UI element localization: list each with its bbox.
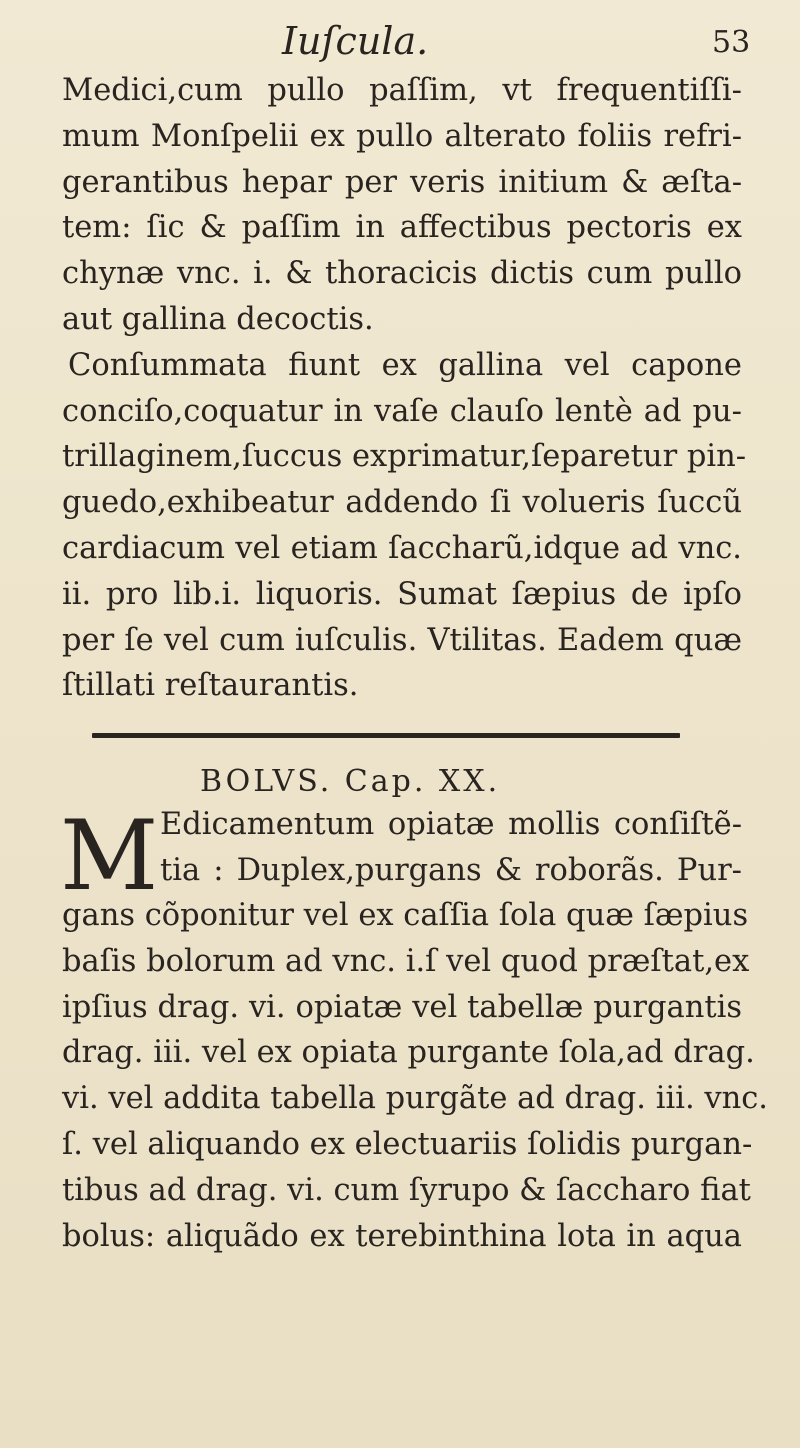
text-block-iuscula [62, 68, 747, 709]
text-line: ii. pro lib.i. liquoris. Sumat ſæpius de ipſo [62, 576, 742, 612]
text-line: Conſummata fiunt ex gallina vel capone [68, 347, 742, 383]
text-line: vi. vel addita tabella purgãte ad drag. iii. vnc. [62, 1081, 768, 1117]
text-line: bolus: aliquãdo ex terebinthina lota in aqua [62, 1218, 742, 1254]
text-line: baſis bolorum ad vnc. i.ſ vel quod præſtat,ex [62, 943, 750, 979]
text-line: Edicamentum opiatæ mollis conſiſtẽ- [160, 807, 742, 842]
text-line: per ſe vel cum iuſculis. Vtilitas. Eadem quæ [62, 622, 742, 658]
text-block-bolus [62, 893, 768, 1259]
text-line: ſtillati reſtaurantis. [62, 668, 359, 704]
drop-cap-text [160, 802, 742, 894]
text-line: tem: ſic & paſſim in affectibus pectoris ex [62, 210, 742, 246]
text-line: trillaginem,ſuccus exprimatur,ſeparetur pin- [62, 439, 747, 475]
text-line: chynæ vnc. i. & thoracicis dictis cum pullo [62, 256, 742, 292]
text-line: ſ. vel aliquando ex electuariis ſolidis purgan- [62, 1126, 753, 1162]
text-line: mum Monſpelii ex pullo alterato foliis refri- [62, 118, 742, 154]
running-title: Iuſcula. [282, 19, 429, 63]
section-divider [92, 733, 680, 738]
chapter-heading: BOLVS. Cap. XX. [200, 764, 501, 799]
text-line: conciſo,coquatur in vaſe clauſo lentè ad pu- [62, 393, 742, 429]
text-line: ipſius drag. vi. opiatæ vel tabellæ purgantis [62, 989, 742, 1025]
text-line: Medici,cum pullo paſſim, vt frequentiſſi- [62, 73, 742, 108]
running-head [0, 16, 800, 66]
text-line: drag. iii. vel ex opiata purgante ſola,ad drag. [62, 1035, 755, 1071]
drop-cap: M [60, 800, 159, 912]
text-line: aut gallina decoctis. [62, 301, 374, 337]
text-line: tibus ad drag. vi. cum ſyrupo & ſaccharo fiat [62, 1172, 751, 1208]
text-line: cardiacum vel etiam ſaccharũ,idque ad vnc. [62, 530, 742, 566]
text-line: gerantibus hepar per veris initium & æſta- [62, 164, 742, 200]
text-line: guedo,exhibeatur addendo ſi volueris ſuccũ [62, 485, 742, 521]
text-line: gans cõponitur vel ex caſſia ſola quæ ſæpius [62, 898, 749, 933]
text-line: tia : Duplex,purgans & roborãs. Pur- [160, 852, 742, 888]
page-number: 53 [712, 25, 751, 60]
